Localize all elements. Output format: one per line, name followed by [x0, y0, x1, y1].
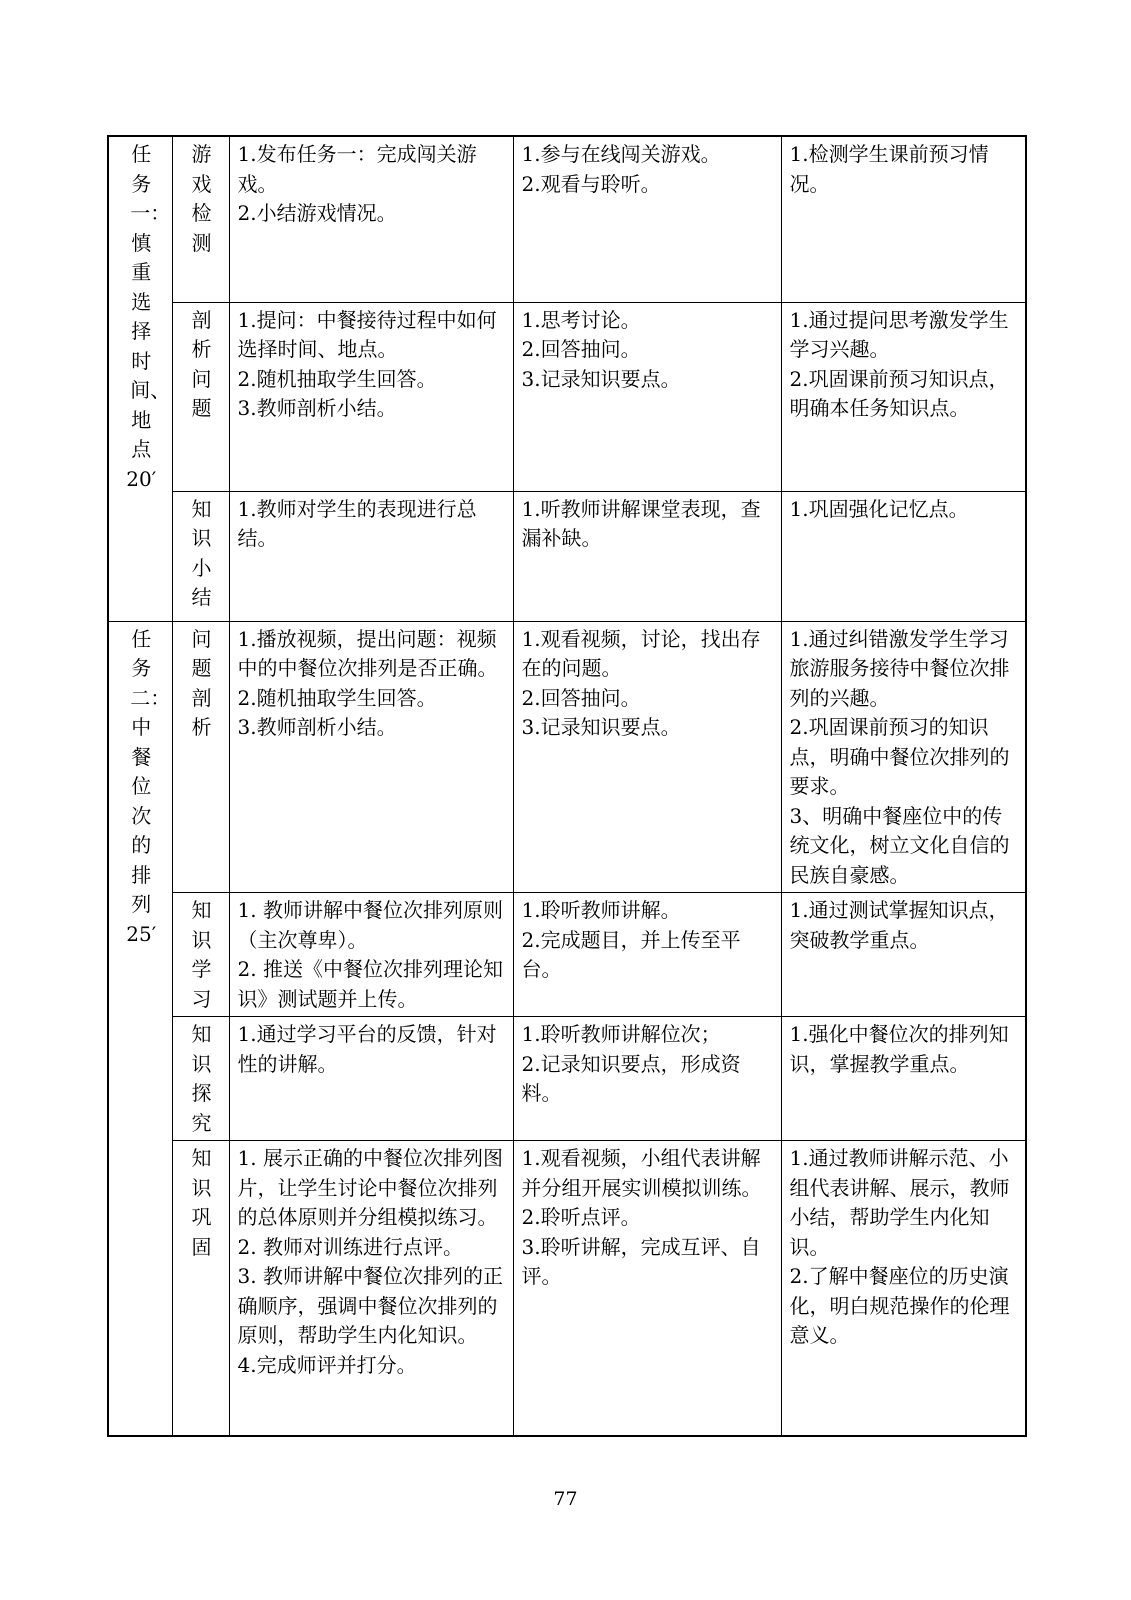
- lesson-plan-table: [107, 135, 1027, 1437]
- stage-cell: [172, 621, 229, 893]
- teacher-activity-cell: 1. 展示正确的中餐位次排列图片，让学生讨论中餐位次排列的总体原则并分组模拟练习。 2. 教师对训练进行点评。 3. 教师讲解中餐位次排列的正确顺序，强调中餐位次排列的原则，帮助学生内化知识。 4.完成师评并打分。: [229, 1141, 513, 1436]
- teacher-activity-cell: 1.提问：中餐接待过程中如何选择时间、地点。 2.随机抽取学生回答。 3.教师剖析小结。: [229, 302, 513, 491]
- stage-label: 知识小结: [191, 496, 212, 609]
- stage-cell: [172, 893, 229, 1017]
- stage-cell: [172, 1141, 229, 1436]
- teacher-activity-cell: 1.教师对学生的表现进行总结。: [229, 491, 513, 621]
- stage-label: 问题剖析: [191, 626, 212, 739]
- stage-label: 知识学习: [191, 898, 212, 1011]
- design-intent-cell: 1.检测学生课前预习情况。: [781, 136, 1026, 302]
- student-activity-cell: 1.聆听教师讲解位次； 2.记录知识要点，形成资料。: [513, 1017, 781, 1141]
- teacher-activity-cell: 1.通过学习平台的反馈，针对性的讲解。: [229, 1017, 513, 1141]
- stage-cell: [172, 491, 229, 621]
- stage-cell: [172, 136, 229, 302]
- design-intent-cell: 1.通过教师讲解示范、小组代表讲解、展示，教师小结，帮助学生内化知识。 2.了解中餐座位的历史演化，明白规范操作的伦理意义。: [781, 1141, 1026, 1436]
- student-activity-cell: 1.观看视频，讨论，找出存在的问题。 2.回答抽问。 3.记录知识要点。: [513, 621, 781, 893]
- task-1-duration: 20′: [126, 466, 157, 491]
- design-intent-cell: 1.通过测试掌握知识点，突破教学重点。: [781, 893, 1026, 1017]
- table-row: [108, 1017, 1026, 1141]
- table-row: [108, 621, 1026, 893]
- student-activity-cell: 1.思考讨论。 2.回答抽问。 3.记录知识要点。: [513, 302, 781, 491]
- task-2-cell: [108, 621, 172, 1436]
- task-2-title: 任务二：中餐位次的排列: [130, 626, 171, 916]
- task-2-duration: 25′: [126, 921, 157, 946]
- student-activity-cell: 1.参与在线闯关游戏。 2.观看与聆听。: [513, 136, 781, 302]
- student-activity-cell: 1.观看视频，小组代表讲解并分组开展实训模拟训练。 2.聆听点评。 3.聆听讲解，完成互评、自评。: [513, 1141, 781, 1436]
- student-activity-cell: 1.聆听教师讲解。 2.完成题目，并上传至平台。: [513, 893, 781, 1017]
- design-intent-cell: 1.强化中餐位次的排列知识，掌握教学重点。: [781, 1017, 1026, 1141]
- table-row: [108, 491, 1026, 621]
- stage-label: 知识探究: [191, 1022, 212, 1135]
- design-intent-cell: 1.通过提问思考激发学生学习兴趣。 2.巩固课前预习知识点，明确本任务知识点。: [781, 302, 1026, 491]
- teacher-activity-cell: 1.播放视频，提出问题：视频中的中餐位次排列是否正确。 2.随机抽取学生回答。 3.教师剖析小结。: [229, 621, 513, 893]
- design-intent-cell: 1.巩固强化记忆点。: [781, 491, 1026, 621]
- task-1-cell: [108, 136, 172, 621]
- stage-label: 剖析问题: [191, 307, 212, 420]
- table-row: [108, 1141, 1026, 1436]
- task-1-title: 任务一：慎重选择时间、地点: [130, 142, 171, 461]
- page-number: 77: [553, 1488, 578, 1510]
- table-row: [108, 302, 1026, 491]
- stage-cell: [172, 1017, 229, 1141]
- stage-cell: [172, 302, 229, 491]
- teacher-activity-cell: 1.发布任务一：完成闯关游戏。 2.小结游戏情况。: [229, 136, 513, 302]
- stage-label: 知识巩固: [191, 1146, 212, 1259]
- teacher-activity-cell: 1. 教师讲解中餐位次排列原则（主次尊卑）。 2. 推送《中餐位次排列理论知识》测试题并上传。: [229, 893, 513, 1017]
- stage-label: 游戏检测: [191, 142, 212, 255]
- table-row: [108, 136, 1026, 302]
- student-activity-cell: 1.听教师讲解课堂表现，查漏补缺。: [513, 491, 781, 621]
- table-row: [108, 893, 1026, 1017]
- design-intent-cell: 1.通过纠错激发学生学习旅游服务接待中餐位次排列的兴趣。 2.巩固课前预习的知识点，明确中餐位次排列的要求。 3、明确中餐座位中的传统文化，树立文化自信的民族自豪感。: [781, 621, 1026, 893]
